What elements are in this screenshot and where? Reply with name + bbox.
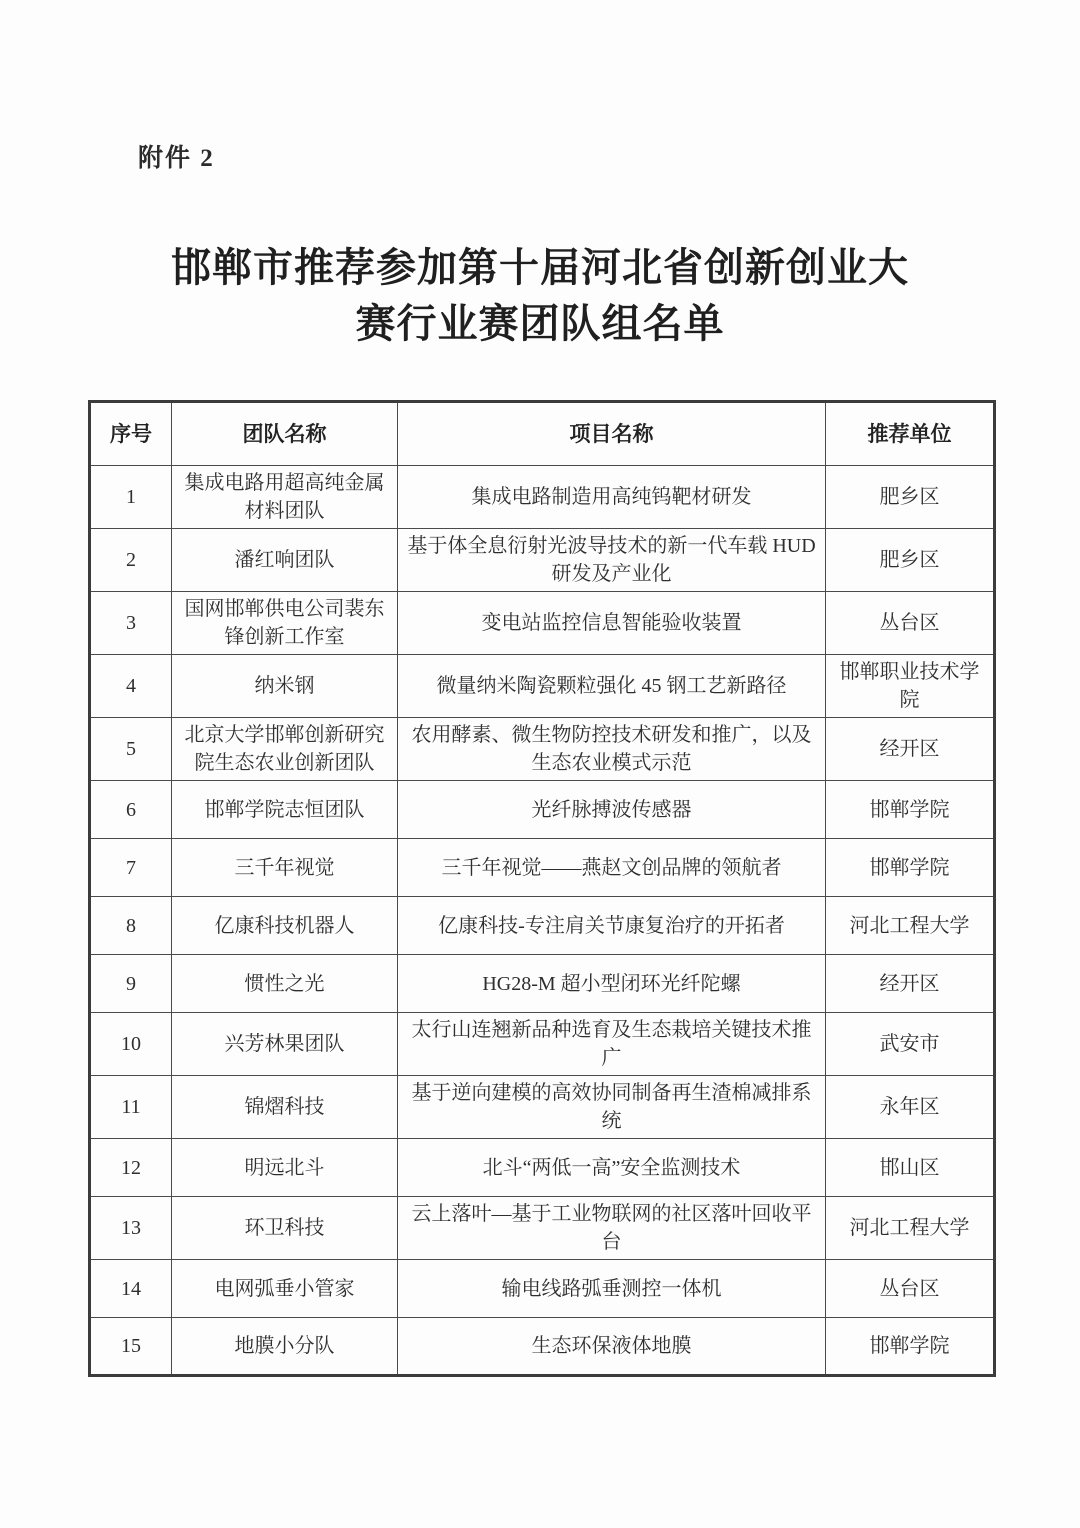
cell-team: 地膜小分队 — [172, 1318, 398, 1376]
cell-project: 基于体全息衍射光波导技术的新一代车载 HUD 研发及产业化 — [398, 529, 826, 592]
table-row — [90, 529, 995, 592]
cell-team: 锦熠科技 — [172, 1076, 398, 1139]
cell-team: 明远北斗 — [172, 1139, 398, 1197]
cell-team: 北京大学邯郸创新研究院生态农业创新团队 — [172, 718, 398, 781]
cell-project: 农用酵素、微生物防控技术研发和推广，以及生态农业模式示范 — [398, 718, 826, 781]
cell-team: 电网弧垂小管家 — [172, 1260, 398, 1318]
title-line-1: 邯郸市推荐参加第十届河北省创新创业大 — [171, 245, 909, 290]
cell-team: 纳米钢 — [172, 655, 398, 718]
table-row — [90, 1318, 995, 1376]
cell-no: 11 — [90, 1076, 172, 1139]
cell-no: 12 — [90, 1139, 172, 1197]
cell-no: 3 — [90, 592, 172, 655]
header-project: 项目名称 — [398, 402, 826, 466]
cell-unit: 邯郸职业技术学院 — [826, 655, 995, 718]
cell-unit: 邯郸学院 — [826, 781, 995, 839]
cell-team: 潘红响团队 — [172, 529, 398, 592]
table-row — [90, 655, 995, 718]
cell-no: 10 — [90, 1013, 172, 1076]
cell-no: 1 — [90, 466, 172, 529]
cell-no: 13 — [90, 1197, 172, 1260]
table-row — [90, 718, 995, 781]
cell-team: 兴芳林果团队 — [172, 1013, 398, 1076]
cell-unit: 邯山区 — [826, 1139, 995, 1197]
cell-no: 2 — [90, 529, 172, 592]
cell-team: 国网邯郸供电公司裴东锋创新工作室 — [172, 592, 398, 655]
cell-project: 太行山连翘新品种选育及生态栽培关键技术推广 — [398, 1013, 826, 1076]
attachment-label: 附件 2 — [138, 145, 215, 172]
table-row — [90, 592, 995, 655]
teams-table — [88, 400, 996, 1377]
cell-no: 9 — [90, 955, 172, 1013]
cell-project: 输电线路弧垂测控一体机 — [398, 1260, 826, 1318]
header-team: 团队名称 — [172, 402, 398, 466]
table-row — [90, 466, 995, 529]
cell-no: 15 — [90, 1318, 172, 1376]
table-row — [90, 1260, 995, 1318]
cell-unit: 永年区 — [826, 1076, 995, 1139]
table-row — [90, 897, 995, 955]
table-row — [90, 1076, 995, 1139]
cell-no: 7 — [90, 839, 172, 897]
cell-unit: 肥乡区 — [826, 529, 995, 592]
cell-team: 三千年视觉 — [172, 839, 398, 897]
cell-project: 集成电路制造用高纯钨靶材研发 — [398, 466, 826, 529]
document-title — [0, 240, 1080, 352]
cell-unit: 经开区 — [826, 718, 995, 781]
header-no: 序号 — [90, 402, 172, 466]
cell-unit: 肥乡区 — [826, 466, 995, 529]
cell-project: HG28-M 超小型闭环光纤陀螺 — [398, 955, 826, 1013]
cell-unit: 邯郸学院 — [826, 839, 995, 897]
cell-team: 邯郸学院志恒团队 — [172, 781, 398, 839]
cell-project: 光纤脉搏波传感器 — [398, 781, 826, 839]
cell-unit: 丛台区 — [826, 592, 995, 655]
table-row — [90, 1013, 995, 1076]
cell-team: 集成电路用超高纯金属材料团队 — [172, 466, 398, 529]
cell-unit: 邯郸学院 — [826, 1318, 995, 1376]
table-header-row — [90, 402, 995, 466]
cell-no: 6 — [90, 781, 172, 839]
header-unit: 推荐单位 — [826, 402, 995, 466]
cell-project: 亿康科技-专注肩关节康复治疗的开拓者 — [398, 897, 826, 955]
table-row — [90, 839, 995, 897]
cell-team: 环卫科技 — [172, 1197, 398, 1260]
cell-project: 基于逆向建模的高效协同制备再生渣棉减排系统 — [398, 1076, 826, 1139]
table-row — [90, 781, 995, 839]
cell-team: 亿康科技机器人 — [172, 897, 398, 955]
cell-no: 4 — [90, 655, 172, 718]
cell-no: 8 — [90, 897, 172, 955]
cell-unit: 经开区 — [826, 955, 995, 1013]
cell-unit: 丛台区 — [826, 1260, 995, 1318]
cell-no: 14 — [90, 1260, 172, 1318]
cell-project: 北斗“两低一高”安全监测技术 — [398, 1139, 826, 1197]
cell-project: 云上落叶—基于工业物联网的社区落叶回收平台 — [398, 1197, 826, 1260]
cell-project: 变电站监控信息智能验收装置 — [398, 592, 826, 655]
table-row — [90, 1139, 995, 1197]
cell-unit: 河北工程大学 — [826, 1197, 995, 1260]
cell-project: 三千年视觉——燕赵文创品牌的领航者 — [398, 839, 826, 897]
title-line-2: 赛行业赛团队组名单 — [355, 301, 725, 346]
cell-project: 生态环保液体地膜 — [398, 1318, 826, 1376]
cell-team: 惯性之光 — [172, 955, 398, 1013]
cell-project: 微量纳米陶瓷颗粒强化 45 钢工艺新路径 — [398, 655, 826, 718]
table-row — [90, 955, 995, 1013]
table-row — [90, 1197, 995, 1260]
cell-unit: 河北工程大学 — [826, 897, 995, 955]
cell-unit: 武安市 — [826, 1013, 995, 1076]
cell-no: 5 — [90, 718, 172, 781]
